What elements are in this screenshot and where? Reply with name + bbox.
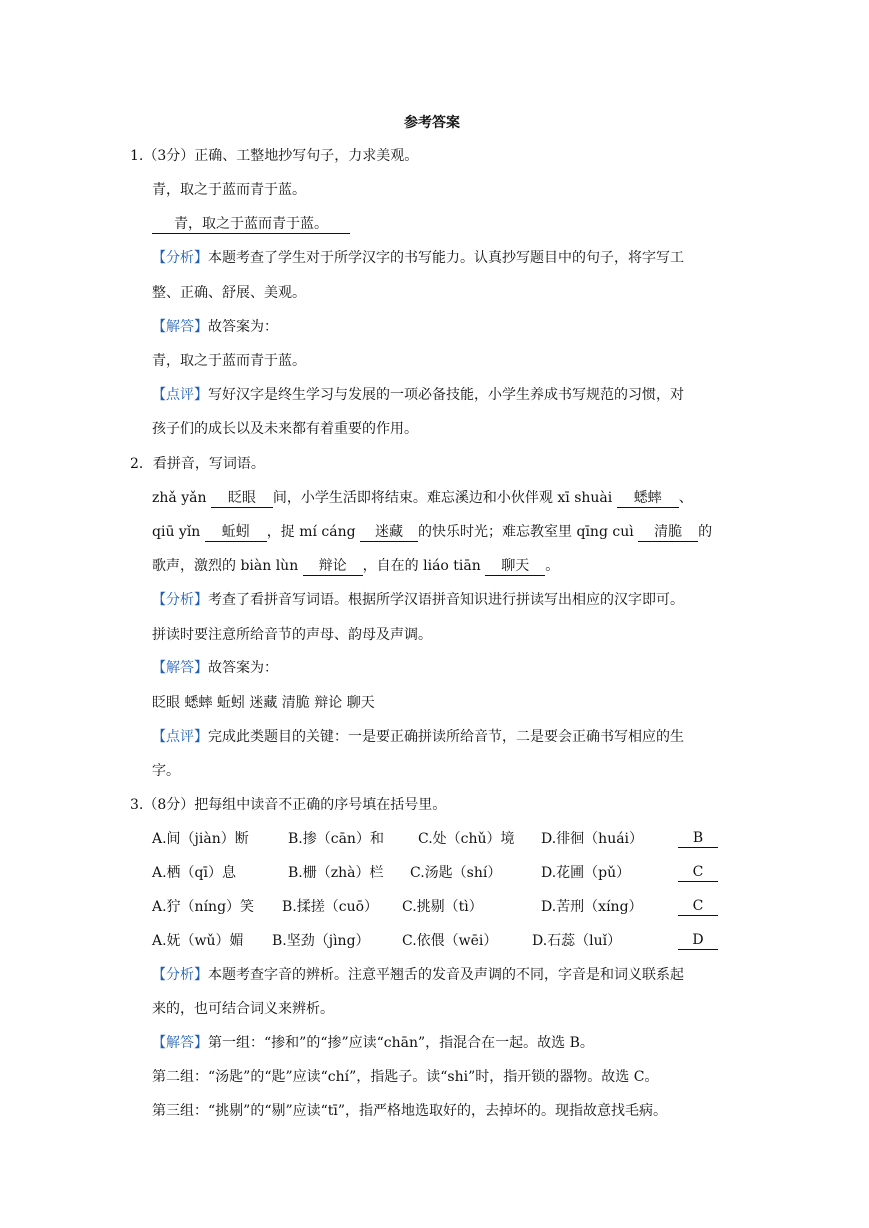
q2-analysis-line-2: 拼读时要注意所给音节的声母、韵母及声调。: [152, 627, 432, 643]
q2-comment-line-1: [152, 727, 684, 747]
q2-blank-bianlun: 辩论: [303, 557, 363, 576]
q3-answer-text-1: 第一组：“掺和”的“掺”应读“chān”，指混合在一起。故选 B。: [208, 1035, 594, 1051]
q3-analysis-tag: 【分析】: [152, 967, 208, 983]
q1-comment-text-1: 写好汉字是终生学习与发展的一项必备技能，小学生养成书写规范的习惯，对: [208, 387, 684, 403]
q2-blank-xishuai: 蟋蟀: [617, 489, 679, 508]
q3-row-2-c: C.汤匙（shí）: [410, 865, 502, 881]
q3-row-4-b: B.坚劲（jìng）: [272, 933, 370, 949]
q1-analysis-line-2: 整、正确、舒展、美观。: [152, 285, 306, 301]
q2-text-2d: 的快乐时光；难忘教室里 qīng cuì: [418, 524, 639, 540]
q3-analysis-line-2: 来的，也可结合词义来辨析。: [152, 1001, 334, 1017]
q3-row-1-answer: B: [678, 829, 718, 848]
q3-row-1-d: D.徘徊（huái）: [541, 831, 644, 847]
q3-row-3-d: D.苦刑（xíng）: [541, 899, 643, 915]
q2-blank-liaotian: 聊天: [485, 557, 545, 576]
q2-blank-qingcui: 清脆: [638, 523, 698, 542]
q3-row-3-answer: C: [678, 897, 718, 916]
q3-row-4-answer: D: [678, 931, 718, 950]
q2-blank-zhayan: 眨眼: [211, 489, 273, 508]
q3-answer-line-1: [152, 1033, 594, 1053]
q2-stem: 2．看拼音，写词语。: [130, 456, 265, 472]
q2-text-3c: ，自在的 liáo tiān: [362, 558, 486, 574]
q1-answer-text-1: 故答案为：: [208, 319, 278, 335]
q2-comment-line-2: 字。: [152, 763, 180, 779]
q2-text-3a: 歌声，激烈的 biàn lùn: [152, 558, 303, 574]
q3-answer-line-3: 第三组：“挑剔”的“剔”应读“tī”，指严格地选取好的，去掉坏的。现指故意找毛病。: [152, 1103, 668, 1119]
q3-row-2-a: A.栖（qī）息: [152, 865, 236, 881]
q2-passage-line-2: [152, 522, 712, 542]
q1-analysis-text-1: 本题考查了学生对于所学汉字的书写能力。认真抄写题目中的句子，将字写工: [208, 250, 684, 266]
q3-analysis-line-1: [152, 965, 684, 985]
q2-blank-micang: 迷藏: [360, 523, 418, 542]
q1-written-answer: [152, 214, 350, 234]
q2-text-2e: 的: [698, 524, 713, 540]
q2-analysis-line-1: [152, 590, 684, 610]
q2-comment-text-1: 完成此类题目的关键：一是要正确拼读所给音节，二是要会正确书写相应的生: [208, 729, 684, 745]
q1-comment-line-1: [152, 385, 684, 405]
q3-row-1-b: B.掺（cān）和: [288, 831, 384, 847]
q2-pinyin-qiuyin: qiū yǐn: [152, 524, 205, 540]
q3-row-2-d: D.花圃（pǔ）: [541, 865, 631, 881]
q3-answer-line-2: 第二组：“汤匙”的“匙”应读“chí”，指匙子。读“shi”时，指开锁的器物。故选 C。: [152, 1069, 659, 1085]
q1-analysis-line-1: [152, 248, 684, 268]
q3-answer-tag: 【解答】: [152, 1035, 208, 1051]
q3-row-3-b: B.揉搓（cuō）: [282, 899, 379, 915]
q1-written-blank: 青，取之于蓝而青于蓝。: [152, 215, 350, 234]
q2-answer-line-1: [152, 658, 278, 678]
q2-comment-tag: 【点评】: [152, 729, 208, 745]
q2-pinyin-zhayan: zhǎ yǎn: [152, 490, 211, 506]
page-title: 参考答案: [404, 115, 460, 131]
q3-row-3-a: A.狞（níng）笑: [152, 899, 255, 915]
q2-answer-text-1: 故答案为：: [208, 660, 278, 676]
q3-row-1-a: A.间（jiàn）断: [152, 831, 249, 847]
q2-answer-tag: 【解答】: [152, 660, 208, 676]
q1-answer-line-1: [152, 317, 278, 337]
q2-answer-line-2: 眨眼 蟋蟀 蚯蚓 迷藏 清脆 辩论 聊天: [152, 695, 375, 711]
q3-row-4-c: C.依偎（wēi）: [402, 933, 498, 949]
q1-comment-tag: 【点评】: [152, 387, 208, 403]
q3-row-2-answer: C: [678, 863, 718, 882]
q2-text-1c: 间，小学生活即将结束。难忘溪边和小伙伴观 xī shuài: [272, 490, 617, 506]
q1-stem: 1.（3分）正确、工整地抄写句子，力求美观。: [130, 148, 419, 164]
q1-answer-line-2: 青，取之于蓝而青于蓝。: [152, 353, 306, 369]
q1-sentence: 青，取之于蓝而青于蓝。: [152, 182, 306, 198]
q2-text-3d: 。: [545, 558, 560, 574]
q1-comment-line-2: 孩子们的成长以及未来都有着重要的作用。: [152, 421, 418, 437]
q3-row-2-b: B.栅（zhà）栏: [288, 865, 384, 881]
q3-row-4-a: A.妩（wǔ）媚: [152, 933, 244, 949]
q1-analysis-tag: 【分析】: [152, 250, 208, 266]
q2-analysis-text-1: 考查了看拼音写词语。根据所学汉语拼音知识进行拼读写出相应的汉字即可。: [208, 592, 684, 608]
q3-analysis-text-1: 本题考查字音的辨析。注意平翘舌的发音及声调的不同，字音是和词义联系起: [208, 967, 684, 983]
q2-text-1d: 、: [678, 490, 693, 506]
q3-stem: 3.（8分）把每组中读音不正确的序号填在括号里。: [130, 797, 447, 813]
q2-passage-line-3: [152, 556, 559, 576]
q3-row-4-d: D.石蕊（luǐ）: [532, 933, 622, 949]
q2-passage-line-1: [152, 488, 693, 508]
q2-text-2c: ，捉 mí cáng: [266, 524, 361, 540]
q3-row-1-c: C.处（chǔ）境: [418, 831, 515, 847]
q3-row-3-c: C.挑剔（tì）: [402, 899, 483, 915]
q2-analysis-tag: 【分析】: [152, 592, 208, 608]
q1-answer-tag: 【解答】: [152, 319, 208, 335]
q2-blank-qiuyin: 蚯蚓: [205, 523, 267, 542]
